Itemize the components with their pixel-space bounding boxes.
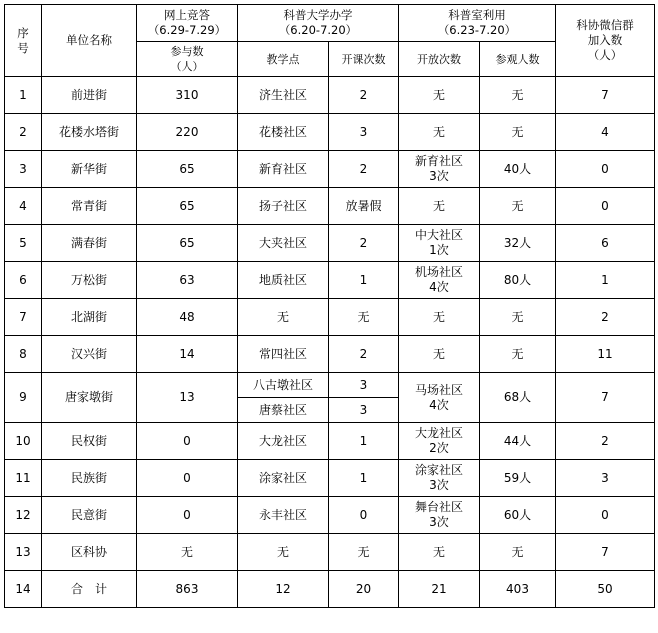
cell-unit: 民族街: [42, 460, 137, 497]
cell-unit: 前进街: [42, 77, 137, 114]
header-quiz-participants: 参与数 （人）: [137, 42, 238, 77]
cell-wechat: 7: [556, 373, 655, 423]
cell-classes: 无: [329, 299, 399, 336]
cell-quiz: 0: [137, 423, 238, 460]
header-school-title: 科普大学办学 （6.20-7.20）: [238, 5, 399, 42]
header-wechat-title: 科协微信群 加入数 （人）: [556, 5, 655, 77]
cell-wechat: 7: [556, 77, 655, 114]
cell-classes: 1: [329, 262, 399, 299]
cell-classes: 3: [329, 373, 399, 398]
table-row: [5, 460, 655, 497]
cell-visitors: 403: [480, 571, 556, 608]
cell-opens: 中大社区 1次: [399, 225, 480, 262]
cell-wechat: 0: [556, 188, 655, 225]
cell-wechat: 0: [556, 151, 655, 188]
cell-unit: 北湖街: [42, 299, 137, 336]
table-row: [5, 534, 655, 571]
cell-opens: 马场社区 4次: [399, 373, 480, 423]
header-quiz-title: 网上竞答 （6.29-7.29）: [137, 5, 238, 42]
cell-quiz: 14: [137, 336, 238, 373]
cell-quiz: 65: [137, 225, 238, 262]
header-school-classes: 开课次数: [329, 42, 399, 77]
cell-seq: 2: [5, 114, 42, 151]
cell-point: 12: [238, 571, 329, 608]
cell-seq: 4: [5, 188, 42, 225]
cell-visitors: 80人: [480, 262, 556, 299]
cell-visitors: 59人: [480, 460, 556, 497]
cell-wechat: 50: [556, 571, 655, 608]
cell-point: 地质社区: [238, 262, 329, 299]
cell-wechat: 1: [556, 262, 655, 299]
cell-wechat: 3: [556, 460, 655, 497]
cell-point: 扬子社区: [238, 188, 329, 225]
cell-visitors: 无: [480, 299, 556, 336]
cell-classes: 2: [329, 77, 399, 114]
cell-unit: 满春街: [42, 225, 137, 262]
cell-point: 涂家社区: [238, 460, 329, 497]
cell-visitors: 无: [480, 336, 556, 373]
cell-unit: 汉兴街: [42, 336, 137, 373]
cell-opens: 无: [399, 77, 480, 114]
cell-quiz: 220: [137, 114, 238, 151]
cell-classes: 放暑假: [329, 188, 399, 225]
table-row-total: [5, 571, 655, 608]
cell-visitors: 60人: [480, 497, 556, 534]
table-row: [5, 262, 655, 299]
statistics-table: [4, 4, 655, 608]
cell-unit: 区科协: [42, 534, 137, 571]
cell-classes: 1: [329, 460, 399, 497]
cell-classes: 2: [329, 225, 399, 262]
cell-visitors: 无: [480, 188, 556, 225]
cell-visitors: 无: [480, 77, 556, 114]
cell-visitors: 44人: [480, 423, 556, 460]
cell-point: 唐蔡社区: [238, 398, 329, 423]
cell-opens: 涂家社区 3次: [399, 460, 480, 497]
cell-classes: 3: [329, 398, 399, 423]
cell-seq: 8: [5, 336, 42, 373]
cell-opens: 无: [399, 114, 480, 151]
cell-wechat: 6: [556, 225, 655, 262]
cell-unit: 民权街: [42, 423, 137, 460]
cell-wechat: 0: [556, 497, 655, 534]
cell-quiz: 无: [137, 534, 238, 571]
header-unit-name: 单位名称: [42, 5, 137, 77]
cell-quiz: 0: [137, 497, 238, 534]
cell-opens: 无: [399, 336, 480, 373]
cell-seq: 14: [5, 571, 42, 608]
cell-unit: 合 计: [42, 571, 137, 608]
cell-quiz: 13: [137, 373, 238, 423]
cell-opens: 舞台社区 3次: [399, 497, 480, 534]
cell-unit: 花楼水塔街: [42, 114, 137, 151]
cell-visitors: 40人: [480, 151, 556, 188]
cell-visitors: 68人: [480, 373, 556, 423]
cell-classes: 1: [329, 423, 399, 460]
cell-visitors: 32人: [480, 225, 556, 262]
table-row: [5, 336, 655, 373]
cell-quiz: 863: [137, 571, 238, 608]
cell-seq: 7: [5, 299, 42, 336]
cell-seq: 9: [5, 373, 42, 423]
cell-opens: 无: [399, 188, 480, 225]
cell-opens: 新育社区 3次: [399, 151, 480, 188]
header-school-points: 教学点: [238, 42, 329, 77]
cell-point: 永丰社区: [238, 497, 329, 534]
cell-wechat: 4: [556, 114, 655, 151]
header-room-opens: 开放次数: [399, 42, 480, 77]
cell-unit: 民意街: [42, 497, 137, 534]
cell-classes: 20: [329, 571, 399, 608]
table-row: [5, 225, 655, 262]
cell-seq: 5: [5, 225, 42, 262]
cell-point: 济生社区: [238, 77, 329, 114]
cell-classes: 2: [329, 151, 399, 188]
cell-seq: 6: [5, 262, 42, 299]
cell-quiz: 310: [137, 77, 238, 114]
cell-point: 八古墩社区: [238, 373, 329, 398]
header-seq: 序 号: [5, 5, 42, 77]
cell-unit: 新华街: [42, 151, 137, 188]
cell-classes: 无: [329, 534, 399, 571]
table-row: [5, 114, 655, 151]
table-row: [5, 299, 655, 336]
cell-point: 大夹社区: [238, 225, 329, 262]
cell-wechat: 7: [556, 534, 655, 571]
cell-opens: 无: [399, 534, 480, 571]
cell-seq: 1: [5, 77, 42, 114]
table-row: [5, 151, 655, 188]
cell-quiz: 0: [137, 460, 238, 497]
cell-opens: 机场社区 4次: [399, 262, 480, 299]
cell-point: 花楼社区: [238, 114, 329, 151]
cell-point: 常四社区: [238, 336, 329, 373]
cell-visitors: 无: [480, 114, 556, 151]
cell-point: 大龙社区: [238, 423, 329, 460]
cell-wechat: 2: [556, 299, 655, 336]
cell-seq: 13: [5, 534, 42, 571]
header-room-title: 科普室利用 （6.23-7.20）: [399, 5, 556, 42]
cell-seq: 11: [5, 460, 42, 497]
table-row: [5, 188, 655, 225]
cell-point: 无: [238, 534, 329, 571]
cell-seq: 3: [5, 151, 42, 188]
header-row-1: [5, 5, 655, 42]
table-row: [5, 423, 655, 460]
cell-classes: 2: [329, 336, 399, 373]
table-row: [5, 373, 655, 398]
cell-point: 新育社区: [238, 151, 329, 188]
cell-opens: 大龙社区 2次: [399, 423, 480, 460]
cell-wechat: 11: [556, 336, 655, 373]
cell-opens: 无: [399, 299, 480, 336]
cell-classes: 0: [329, 497, 399, 534]
cell-unit: 常青街: [42, 188, 137, 225]
cell-classes: 3: [329, 114, 399, 151]
cell-seq: 12: [5, 497, 42, 534]
cell-quiz: 65: [137, 188, 238, 225]
cell-visitors: 无: [480, 534, 556, 571]
cell-quiz: 63: [137, 262, 238, 299]
cell-point: 无: [238, 299, 329, 336]
header-room-visitors: 参观人数: [480, 42, 556, 77]
cell-opens: 21: [399, 571, 480, 608]
cell-unit: 万松街: [42, 262, 137, 299]
cell-quiz: 48: [137, 299, 238, 336]
cell-unit: 唐家墩街: [42, 373, 137, 423]
cell-wechat: 2: [556, 423, 655, 460]
table-row: [5, 77, 655, 114]
cell-quiz: 65: [137, 151, 238, 188]
table-row: [5, 497, 655, 534]
cell-seq: 10: [5, 423, 42, 460]
